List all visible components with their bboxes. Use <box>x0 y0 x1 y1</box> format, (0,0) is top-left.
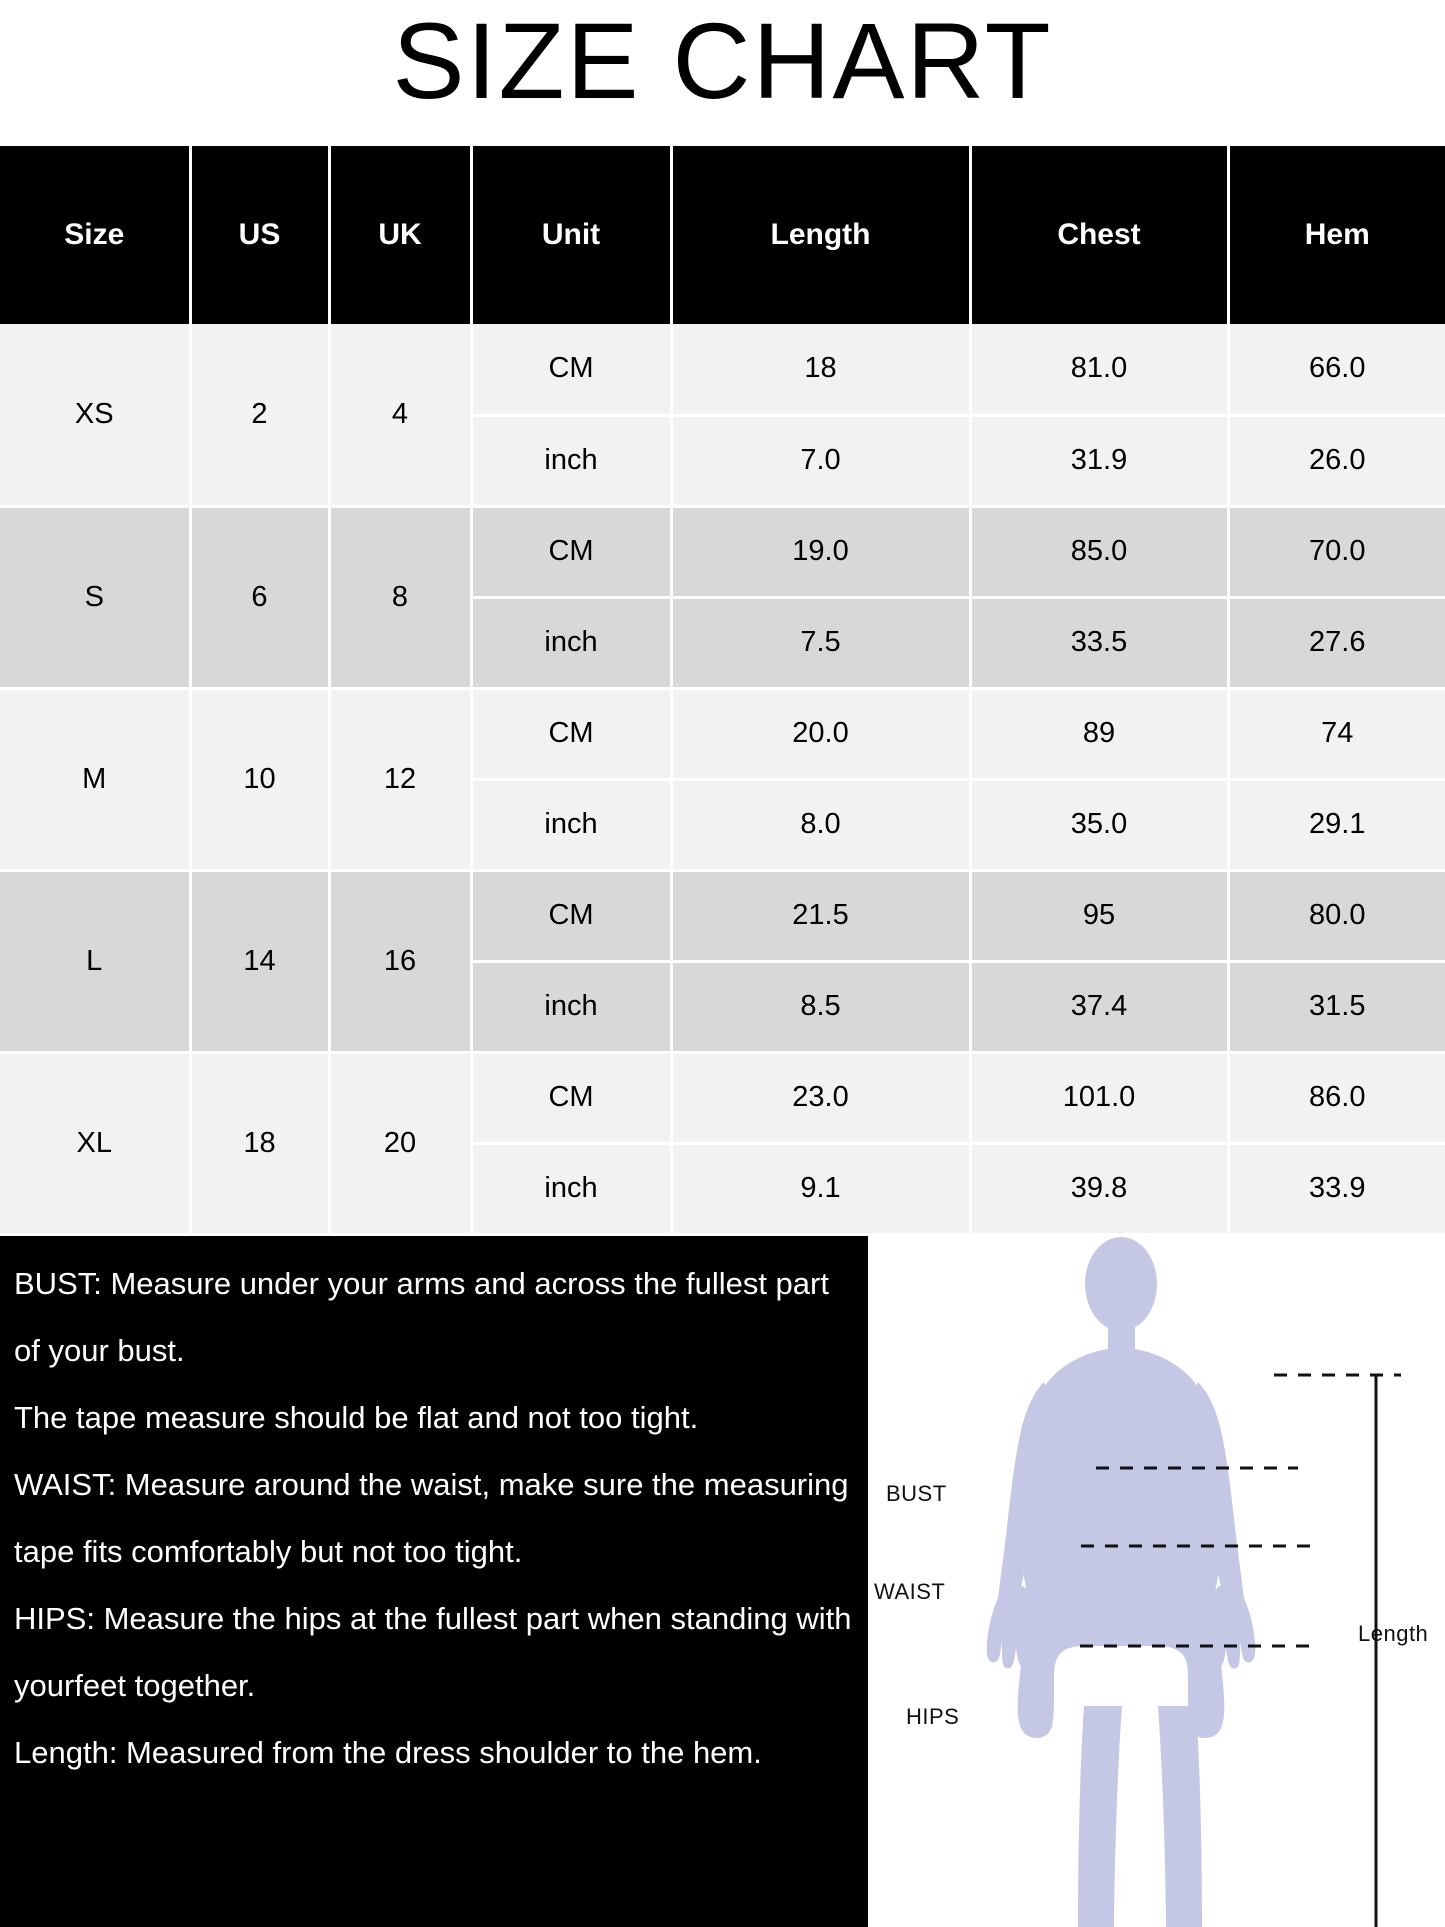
column-header-size: Size <box>0 146 190 324</box>
cell-length: 19.0 <box>671 506 970 597</box>
column-header-chest: Chest <box>970 146 1228 324</box>
table-row <box>0 1052 1445 1143</box>
cell-length: 23.0 <box>671 1052 970 1143</box>
figure-label-waist: WAIST <box>874 1578 946 1604</box>
table-row <box>0 688 1445 779</box>
cell-chest: 95 <box>970 870 1228 961</box>
column-header-unit: Unit <box>471 146 671 324</box>
cell-hem: 66.0 <box>1228 324 1445 415</box>
page-title: SIZE CHART <box>392 0 1053 121</box>
cell-uk: 16 <box>329 870 471 1052</box>
column-header-hem: Hem <box>1228 146 1445 324</box>
column-header-uk: UK <box>329 146 471 324</box>
cell-hem: 80.0 <box>1228 870 1445 961</box>
cell-hem: 70.0 <box>1228 506 1445 597</box>
cell-hem: 29.1 <box>1228 779 1445 870</box>
table-header <box>0 146 1445 324</box>
bottom-section <box>0 1236 1445 1927</box>
figure-label-bust: BUST <box>886 1480 947 1506</box>
note-waist: WAIST: Measure around the waist, make sure the measuring tape fits comfortably but not too tight. <box>14 1466 849 1569</box>
cell-chest: 101.0 <box>970 1052 1228 1143</box>
table-body <box>0 324 1445 1234</box>
cell-length: 9.1 <box>671 1143 970 1234</box>
measurement-figure-panel <box>868 1236 1445 1927</box>
cell-length: 8.5 <box>671 961 970 1052</box>
cell-unit: inch <box>471 415 671 506</box>
cell-unit: inch <box>471 597 671 688</box>
cell-chest: 33.5 <box>970 597 1228 688</box>
cell-unit: CM <box>471 324 671 415</box>
table-row <box>0 870 1445 961</box>
table-header-row <box>0 146 1445 324</box>
cell-hem: 26.0 <box>1228 415 1445 506</box>
cell-chest: 85.0 <box>970 506 1228 597</box>
cell-chest: 37.4 <box>970 961 1228 1052</box>
column-header-us: US <box>190 146 329 324</box>
cell-hem: 74 <box>1228 688 1445 779</box>
cell-us: 18 <box>190 1052 329 1234</box>
cell-length: 8.0 <box>671 779 970 870</box>
cell-us: 14 <box>190 870 329 1052</box>
cell-unit: CM <box>471 688 671 779</box>
cell-uk: 4 <box>329 324 471 506</box>
cell-unit: inch <box>471 961 671 1052</box>
cell-unit: inch <box>471 779 671 870</box>
cell-unit: CM <box>471 506 671 597</box>
cell-hem: 33.9 <box>1228 1143 1445 1234</box>
cell-size: S <box>0 506 190 688</box>
cell-uk: 20 <box>329 1052 471 1234</box>
cell-chest: 31.9 <box>970 415 1228 506</box>
figure-label-hips: HIPS <box>906 1703 960 1729</box>
note-tape: The tape measure should be flat and not too tight. <box>14 1399 699 1435</box>
cell-us: 6 <box>190 506 329 688</box>
column-header-length: Length <box>671 146 970 324</box>
cell-size: XL <box>0 1052 190 1234</box>
cell-unit: CM <box>471 1052 671 1143</box>
cell-us: 10 <box>190 688 329 870</box>
cell-length: 20.0 <box>671 688 970 779</box>
table-row <box>0 506 1445 597</box>
cell-hem: 86.0 <box>1228 1052 1445 1143</box>
cell-unit: CM <box>471 870 671 961</box>
cell-size: XS <box>0 324 190 506</box>
table-row <box>0 324 1445 415</box>
cell-uk: 12 <box>329 688 471 870</box>
cell-chest: 39.8 <box>970 1143 1228 1234</box>
female-body-figure-icon <box>868 1236 1445 1927</box>
cell-unit: inch <box>471 1143 671 1234</box>
cell-size: L <box>0 870 190 1052</box>
cell-us: 2 <box>190 324 329 506</box>
size-chart-table <box>0 146 1445 1236</box>
cell-uk: 8 <box>329 506 471 688</box>
cell-length: 18 <box>671 324 970 415</box>
cell-hem: 27.6 <box>1228 597 1445 688</box>
cell-size: M <box>0 688 190 870</box>
cell-chest: 81.0 <box>970 324 1228 415</box>
cell-chest: 89 <box>970 688 1228 779</box>
cell-chest: 35.0 <box>970 779 1228 870</box>
cell-hem: 31.5 <box>1228 961 1445 1052</box>
figure-label-length: Length <box>1358 1620 1429 1646</box>
cell-length: 7.0 <box>671 415 970 506</box>
cell-length: 21.5 <box>671 870 970 961</box>
cell-length: 7.5 <box>671 597 970 688</box>
note-bust: BUST: Measure under your arms and across the fullest part of your bust. <box>14 1265 829 1368</box>
measuring-instructions <box>0 1236 868 1927</box>
note-hips: HIPS: Measure the hips at the fullest part when standing with yourfeet together. <box>14 1600 852 1703</box>
note-length: Length: Measured from the dress shoulder to the hem. <box>14 1734 762 1770</box>
